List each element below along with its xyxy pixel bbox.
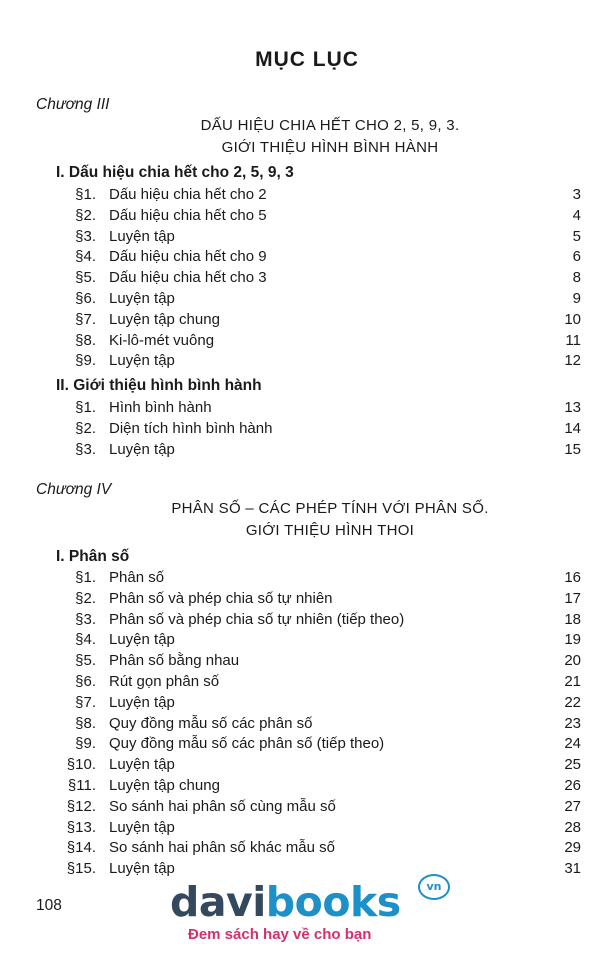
brand-part1: davi [170,878,266,926]
entry-title: Luyện tập [109,290,175,307]
entry-page: 12 [564,352,581,370]
entry-page: 24 [564,735,581,753]
entry-number: §5. [75,269,96,287]
entry-page: 22 [564,693,581,711]
entry-title: So sánh hai phân số khác mẫu số [109,839,335,857]
entry-page: 9 [572,290,581,307]
entry-page: 27 [564,797,581,815]
entry-page: 10 [564,310,581,328]
entry-page: 5 [572,227,581,245]
entry-number: §8. [75,331,96,349]
entry-number: §10. [66,756,96,774]
chapter-label: Chương III [36,96,110,113]
entry-number: §8. [75,714,96,732]
entry-number: §1. [75,186,96,203]
entry-number: §13. [66,818,96,836]
entry-title: Luyện tập [109,227,175,245]
toc-entry [0,796,600,817]
entry-number: §2. [75,589,96,607]
section-heading: II. Giới thiệu hình bình hành [56,377,262,394]
entry-page: 28 [564,818,581,836]
entry-title: Diện tích hình bình hành [109,419,273,437]
entry-title: Dấu hiệu chia hết cho 9 [109,248,267,266]
entry-title: Luyện tập [109,860,175,878]
entry-number: §3. [75,440,96,458]
entry-number: §6. [75,673,96,690]
entry-page: 3 [572,186,581,203]
entry-page: 31 [564,860,581,878]
chapter-title [60,498,600,542]
entry-page: 16 [564,569,581,586]
toc-entry [0,817,600,838]
chapter-title-line: PHÂN SỐ – CÁC PHÉP TÍNH VỚI PHÂN SỐ. [171,500,489,517]
toc-entry [0,184,600,205]
toc-entry [0,350,600,371]
toc-entry [0,650,600,671]
brand-wordmark [170,878,401,926]
brand-part2: books [265,878,401,926]
entry-title: Quy đồng mẫu số các phân số [109,714,313,732]
entry-title: Phân số [109,569,165,586]
entry-page: 20 [564,652,581,670]
toc-entry [0,205,600,226]
entry-number: §2. [75,419,96,437]
page-title: MỤC LỤC [255,48,359,71]
entry-page: 8 [572,269,581,287]
entry-title: Hình bình hành [109,399,212,416]
chapter-label: Chương IV [36,481,112,498]
section-heading: I. Phân số [56,548,130,565]
entry-title: Luyện tập [109,440,175,458]
entry-page: 6 [572,248,581,266]
toc-entry [0,588,600,609]
toc-entry [0,713,600,734]
entry-number: §14. [66,839,96,857]
entry-page: 17 [564,589,581,607]
brand-tagline: Đem sách hay về cho bạn [188,926,372,943]
entry-title: Dấu hiệu chia hết cho 5 [109,206,267,224]
entry-page: 25 [564,756,581,774]
toc-entry [0,288,600,309]
entry-title: Rút gọn phân số [109,673,220,690]
entry-page: 29 [564,839,581,857]
entry-title: Quy đồng mẫu số các phân số (tiếp theo) [109,735,385,753]
entry-number: §4. [75,631,96,649]
section-heading: I. Dấu hiệu chia hết cho 2, 5, 9, 3 [56,164,294,181]
entry-page: 18 [564,610,581,628]
entry-title: Luyện tập [109,631,175,649]
entry-number: §9. [75,735,96,753]
entry-number: §12. [66,797,96,815]
entry-number: §5. [75,652,96,670]
entry-page: 4 [572,206,581,224]
chapter-title [60,115,600,159]
entry-page: 23 [564,714,581,732]
entry-number: §15. [66,860,96,878]
chapter-title-line: DẤU HIỆU CHIA HẾT CHO 2, 5, 9, 3. [200,117,460,134]
entry-number: §7. [75,310,96,328]
entry-title: Phân số bằng nhau [109,652,240,670]
entry-page: 19 [564,631,581,649]
chapter-title-line: GIỚI THIỆU HÌNH BÌNH HÀNH [221,139,439,156]
toc-entry [0,837,600,858]
entry-title: Dấu hiệu chia hết cho 2 [109,186,267,203]
toc-entry [0,267,600,288]
entry-title: Dấu hiệu chia hết cho 3 [109,269,267,287]
toc-entry [0,309,600,330]
entry-page: 14 [564,419,581,437]
page-number: 108 [36,897,62,914]
entry-title: So sánh hai phân số cùng mẫu số [109,797,336,815]
toc-entry [0,858,600,879]
entry-title: Phân số và phép chia số tự nhiên [109,589,333,607]
entry-page: 11 [565,331,581,349]
toc-entry [0,397,600,418]
toc-entry [0,226,600,247]
entry-title: Luyện tập [109,693,175,711]
toc-entry [0,775,600,796]
entry-number: §6. [75,290,96,307]
entry-title: Luyện tập chung [109,310,220,328]
toc-entry [0,330,600,351]
entry-page: 21 [564,673,581,690]
entry-number: §3. [75,227,96,245]
entry-title: Luyện tập [109,818,175,836]
toc-entry [0,754,600,775]
entry-page: 26 [564,777,581,794]
entry-title: Luyện tập chung [109,777,220,794]
entry-number: §4. [75,248,96,266]
brand-badge: vn [418,874,450,900]
entry-number: §11. [67,777,96,794]
entry-number: §7. [75,693,96,711]
entry-number: §9. [75,352,96,370]
toc-entry [0,246,600,267]
entry-title: Ki-lô-mét vuông [109,331,215,349]
toc-entry [0,439,600,460]
toc-entry [0,418,600,439]
toc-entry [0,692,600,713]
davibooks-watermark [170,878,450,948]
toc-entry [0,733,600,754]
toc-entry [0,629,600,650]
toc-entry [0,567,600,588]
chapter-title-line: GIỚI THIỆU HÌNH THOI [245,522,415,539]
entry-number: §1. [75,569,96,586]
entry-number: §3. [75,610,96,628]
toc-entry [0,609,600,630]
toc-entry [0,671,600,692]
entry-title: Luyện tập [109,352,175,370]
entry-page: 15 [564,440,581,458]
entry-title: Luyện tập [109,756,175,774]
entry-page: 13 [564,399,581,416]
entry-title: Phân số và phép chia số tự nhiên (tiếp theo) [109,610,405,628]
entry-number: §2. [75,206,96,224]
entry-number: §1. [75,399,96,416]
